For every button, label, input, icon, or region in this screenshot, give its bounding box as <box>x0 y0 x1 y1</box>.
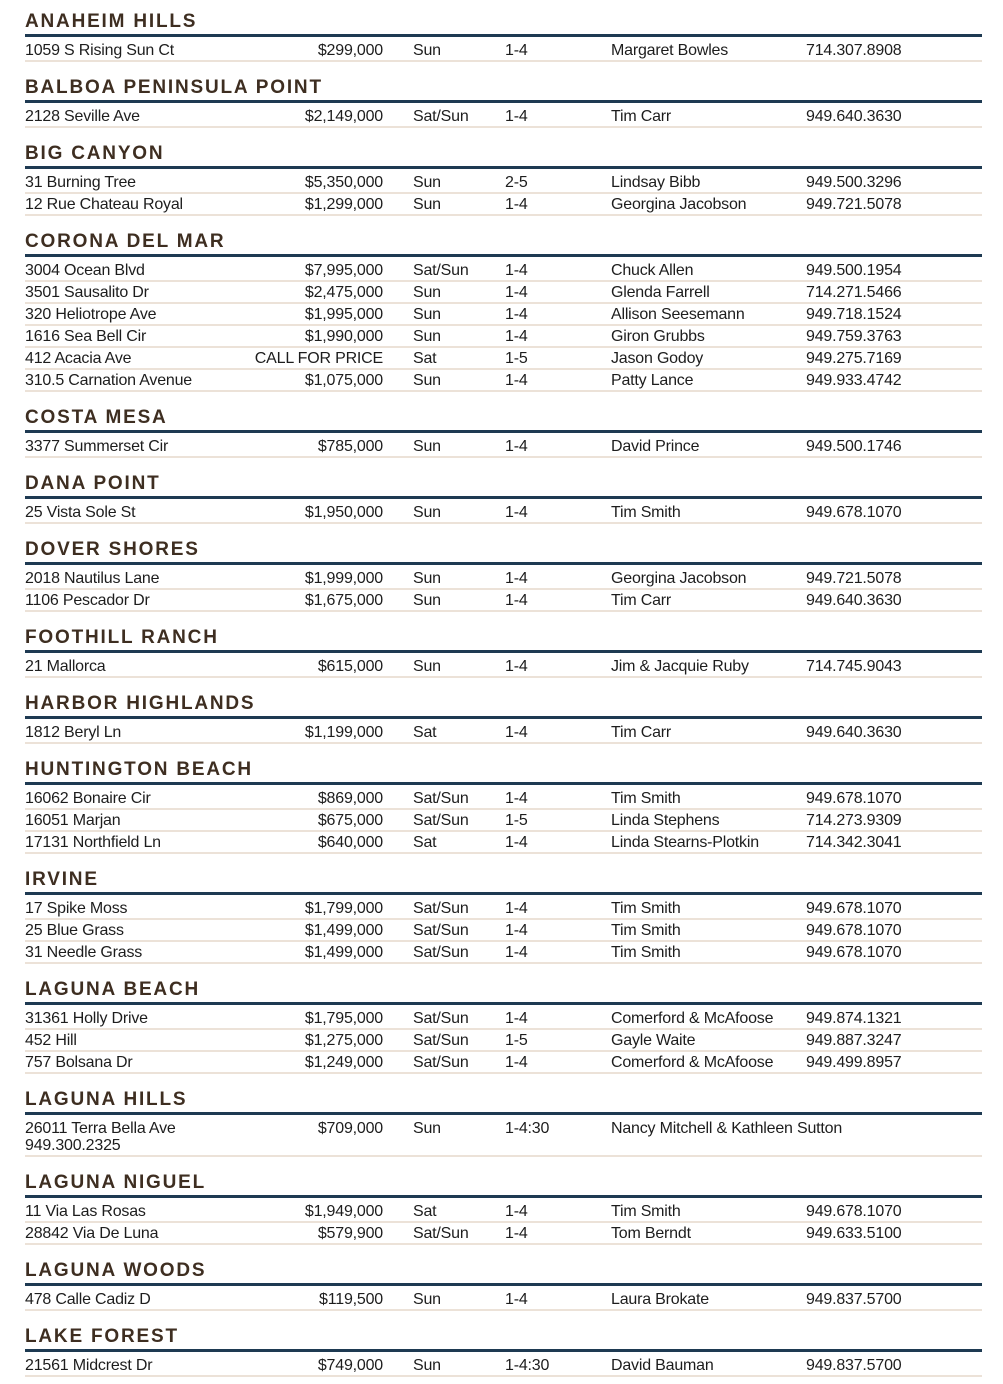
listing-address-text: 17131 Northfield Ln <box>25 834 161 851</box>
listing-address <box>25 900 225 917</box>
listing-row <box>25 656 982 678</box>
neighborhood-header: FOOTHILL RANCH <box>25 628 982 653</box>
listing-rows <box>25 1289 982 1311</box>
listing-price: $1,795,000 <box>304 1010 383 1027</box>
section-laguna-beach <box>25 980 982 1074</box>
listing-price: $1,499,000 <box>304 922 383 939</box>
neighborhood-header: HARBOR HIGHLANDS <box>25 694 982 719</box>
listing-day: Sun <box>413 1357 441 1374</box>
listing-day: Sun <box>413 438 441 455</box>
listing-phone: 714.745.9043 <box>806 658 902 675</box>
listing-price: $1,675,000 <box>304 592 383 609</box>
neighborhood-header: LAGUNA BEACH <box>25 980 982 1005</box>
listing-address-text: 1059 S Rising Sun Ct <box>25 42 174 59</box>
listing-address-text: 1106 Pescador Dr <box>25 592 150 609</box>
listing-agent: Comerford & McAfoose <box>611 1054 774 1071</box>
listing-address-text: 412 Acacia Ave <box>25 350 132 367</box>
listing-address <box>25 724 225 741</box>
listing-address-text: 320 Heliotrope Ave <box>25 306 157 323</box>
neighborhood-header: ANAHEIM HILLS <box>25 12 982 37</box>
listing-row <box>25 106 982 128</box>
listing-agent: Tom Berndt <box>611 1225 691 1242</box>
listing-time: 1-4 <box>505 1225 528 1242</box>
listing-row <box>25 326 982 348</box>
listing-phone: 714.307.8908 <box>806 42 902 59</box>
listing-time: 1-4 <box>505 900 528 917</box>
listing-address <box>25 922 225 939</box>
listing-day: Sat/Sun <box>413 262 469 279</box>
listing-time: 1-4 <box>505 284 528 301</box>
listing-price: $1,299,000 <box>304 196 383 213</box>
neighborhood-header: HUNTINGTON BEACH <box>25 760 982 785</box>
listing-row <box>25 810 982 832</box>
listing-price: $1,075,000 <box>304 372 383 389</box>
listing-agent: Linda Stephens <box>611 812 720 829</box>
listing-address <box>25 592 225 609</box>
listing-row <box>25 568 982 590</box>
neighborhood-header: LAGUNA NIGUEL <box>25 1173 982 1198</box>
listing-price: $675,000 <box>317 812 383 829</box>
listing-time: 1-4 <box>505 1054 528 1071</box>
listing-row <box>25 832 982 854</box>
listing-phone: 949.721.5078 <box>806 570 902 587</box>
listing-time: 1-4 <box>505 922 528 939</box>
neighborhood-header: COSTA MESA <box>25 408 982 433</box>
listing-phone: 949.640.3630 <box>806 108 902 125</box>
section-balboa-peninsula-point <box>25 78 982 128</box>
listing-phone: 949.721.5078 <box>806 196 902 213</box>
section-foothill-ranch <box>25 628 982 678</box>
listing-time: 1-4 <box>505 438 528 455</box>
listing-agent: Linda Stearns-Plotkin <box>611 834 759 851</box>
listing-day: Sat/Sun <box>413 790 469 807</box>
listing-agent: Tim Carr <box>611 592 672 609</box>
listing-agent: Tim Smith <box>611 504 681 521</box>
listing-day: Sun <box>413 42 441 59</box>
listing-address-text: 11 Via Las Rosas <box>25 1203 146 1220</box>
listing-agent: Laura Brokate <box>611 1291 709 1308</box>
listing-phone: 949.633.5100 <box>806 1225 902 1242</box>
listing-address <box>25 328 225 345</box>
listing-price: $1,950,000 <box>304 504 383 521</box>
listing-time: 1-4 <box>505 1291 528 1308</box>
section-irvine <box>25 870 982 964</box>
listing-address-text: 28842 Via De Luna <box>25 1225 159 1242</box>
neighborhood-header: CORONA DEL MAR <box>25 232 982 257</box>
listing-day: Sun <box>413 174 441 191</box>
listing-time: 1-4 <box>505 570 528 587</box>
listing-agent: Patty Lance <box>611 372 694 389</box>
listing-phone: 949.640.3630 <box>806 592 902 609</box>
listing-price: $119,500 <box>319 1291 383 1308</box>
listing-phone: 949.678.1070 <box>806 1203 902 1220</box>
listing-address <box>25 1225 225 1242</box>
listing-phone: 949.759.3763 <box>806 328 902 345</box>
listing-time: 1-4 <box>505 196 528 213</box>
listing-price: $579,900 <box>317 1225 383 1242</box>
listing-phone: 949.718.1524 <box>806 306 902 323</box>
listing-day: Sat <box>413 724 437 741</box>
listing-phone: 949.933.4742 <box>806 372 902 389</box>
listing-day: Sat/Sun <box>413 1010 469 1027</box>
listing-rows <box>25 260 982 392</box>
listing-row <box>25 920 982 942</box>
listing-day: Sun <box>413 306 441 323</box>
listing-row <box>25 1118 982 1157</box>
section-big-canyon <box>25 144 982 216</box>
listing-time: 1-4 <box>505 1010 528 1027</box>
listing-agent: Jim & Jacquie Ruby <box>611 658 749 675</box>
listing-address-text: 2018 Nautilus Lane <box>25 570 160 587</box>
listing-day: Sun <box>413 570 441 587</box>
listing-phone: 714.271.5466 <box>806 284 902 301</box>
listing-address <box>25 372 225 389</box>
listing-day: Sat/Sun <box>413 900 469 917</box>
listing-phone: 949.837.5700 <box>806 1291 902 1308</box>
listing-time: 1-4 <box>505 592 528 609</box>
listing-day: Sun <box>413 372 441 389</box>
listing-rows <box>25 172 982 216</box>
listing-agent: Tim Smith <box>611 900 681 917</box>
listing-day: Sun <box>413 196 441 213</box>
listing-phone: 949.678.1070 <box>806 790 902 807</box>
listing-address-text: 2128 Seville Ave <box>25 108 140 125</box>
listing-address-text: 31 Burning Tree <box>25 174 136 191</box>
listing-phone: 949.678.1070 <box>806 504 902 521</box>
listing-address-text: 3004 Ocean Blvd <box>25 262 145 279</box>
listing-address <box>25 834 225 851</box>
listing-price: $1,199,000 <box>304 724 383 741</box>
listing-agent: Georgina Jacobson <box>611 570 747 587</box>
listing-agent: David Prince <box>611 438 700 455</box>
listing-rows <box>25 1355 982 1377</box>
neighborhood-header: LAGUNA WOODS <box>25 1261 982 1286</box>
listing-time: 1-4:30 <box>505 1357 550 1374</box>
listing-phone: 949.640.3630 <box>806 724 902 741</box>
listing-address-text: 757 Bolsana Dr <box>25 1054 133 1071</box>
listing-day: Sat <box>413 350 437 367</box>
section-huntington-beach <box>25 760 982 854</box>
listing-rows <box>25 436 982 458</box>
listing-agent: Gayle Waite <box>611 1032 696 1049</box>
listing-phone: 949.275.7169 <box>806 350 902 367</box>
listing-agent: Glenda Farrell <box>611 284 710 301</box>
listing-address <box>25 658 225 675</box>
listing-address <box>25 1032 225 1049</box>
listing-time: 1-4:30 <box>505 1120 550 1137</box>
listing-row <box>25 722 982 744</box>
listing-rows <box>25 1201 982 1245</box>
listing-price: $640,000 <box>317 834 383 851</box>
listing-row <box>25 260 982 282</box>
listing-agent: Nancy Mitchell & Kathleen Sutton <box>611 1120 843 1137</box>
listing-time: 1-4 <box>505 262 528 279</box>
listing-time: 1-4 <box>505 504 528 521</box>
listing-time: 1-4 <box>505 372 528 389</box>
listing-day: Sun <box>413 284 441 301</box>
listing-time: 1-4 <box>505 790 528 807</box>
listing-rows <box>25 106 982 128</box>
listing-price: $1,999,000 <box>304 570 383 587</box>
listing-agent: Georgina Jacobson <box>611 196 747 213</box>
listing-address <box>25 1203 225 1220</box>
listing-price: $869,000 <box>317 790 383 807</box>
listing-address-text: 1616 Sea Bell Cir <box>25 328 147 345</box>
neighborhood-header: DANA POINT <box>25 474 982 499</box>
listing-agent: Giron Grubbs <box>611 328 705 345</box>
listing-address-text: 1812 Beryl Ln <box>25 724 122 741</box>
listing-address-text: 12 Rue Chateau Royal <box>25 196 183 213</box>
listing-time: 1-4 <box>505 658 528 675</box>
listing-row <box>25 1223 982 1245</box>
listing-price: $2,475,000 <box>304 284 383 301</box>
neighborhood-header: DOVER SHORES <box>25 540 982 565</box>
listing-address-text: 31361 Holly Drive <box>25 1010 148 1027</box>
listing-rows <box>25 1008 982 1074</box>
listing-row <box>25 1289 982 1311</box>
listing-price: $299,000 <box>317 42 383 59</box>
listing-address <box>25 42 225 59</box>
neighborhood-header: BIG CANYON <box>25 144 982 169</box>
listing-row <box>25 348 982 370</box>
section-anaheim-hills <box>25 12 982 62</box>
listing-day: Sat/Sun <box>413 1032 469 1049</box>
listing-row <box>25 194 982 216</box>
listing-time: 1-4 <box>505 834 528 851</box>
listing-agent: Tim Smith <box>611 922 681 939</box>
listing-agent: Allison Seesemann <box>611 306 745 323</box>
section-dana-point <box>25 474 982 524</box>
section-corona-del-mar <box>25 232 982 392</box>
listing-day: Sun <box>413 1291 441 1308</box>
listing-price: $709,000 <box>317 1120 383 1137</box>
listing-row <box>25 40 982 62</box>
listing-address <box>25 306 225 323</box>
listing-row <box>25 304 982 326</box>
listing-phone-wrapped: 949.300.2325 <box>25 1137 121 1154</box>
listing-address-text: 21561 Midcrest Dr <box>25 1357 153 1374</box>
listing-phone: 949.500.1746 <box>806 438 902 455</box>
listing-price: $1,990,000 <box>304 328 383 345</box>
section-costa-mesa <box>25 408 982 458</box>
listing-address <box>25 284 225 301</box>
listing-row <box>25 436 982 458</box>
listing-agent: Margaret Bowles <box>611 42 729 59</box>
listing-row <box>25 502 982 524</box>
listing-day: Sat <box>413 834 437 851</box>
listing-address <box>25 570 225 587</box>
listing-agent: Tim Smith <box>611 790 681 807</box>
listing-day: Sun <box>413 592 441 609</box>
listing-time: 2-5 <box>505 174 528 191</box>
section-lake-forest <box>25 1327 982 1377</box>
listing-day: Sat/Sun <box>413 812 469 829</box>
listing-day: Sat <box>413 1203 437 1220</box>
listing-row <box>25 1355 982 1377</box>
listing-address <box>25 174 225 191</box>
listing-address <box>25 438 225 455</box>
listing-address-text: 25 Blue Grass <box>25 922 124 939</box>
listing-row <box>25 1201 982 1223</box>
listing-day: Sat/Sun <box>413 922 469 939</box>
listing-phone: 949.499.8957 <box>806 1054 902 1071</box>
listing-address <box>25 108 225 125</box>
listing-phone: 949.678.1070 <box>806 944 902 961</box>
listing-address <box>25 1357 225 1374</box>
listing-address <box>25 1291 225 1308</box>
listing-time: 1-5 <box>505 1032 528 1049</box>
listing-agent: David Bauman <box>611 1357 714 1374</box>
listing-time: 1-4 <box>505 944 528 961</box>
neighborhood-header: LAGUNA HILLS <box>25 1090 982 1115</box>
listing-rows <box>25 898 982 964</box>
listing-address-text: 26011 Terra Bella Ave <box>25 1120 176 1137</box>
listing-address <box>25 790 225 807</box>
listing-phone: 949.678.1070 <box>806 922 902 939</box>
listing-day: Sun <box>413 328 441 345</box>
listing-address <box>25 350 225 367</box>
listing-phone: 949.500.3296 <box>806 174 902 191</box>
listing-day: Sun <box>413 658 441 675</box>
listing-price: $1,995,000 <box>304 306 383 323</box>
listing-price: $7,995,000 <box>304 262 383 279</box>
listing-price: $785,000 <box>317 438 383 455</box>
listing-phone: 949.874.1321 <box>806 1010 902 1027</box>
listing-agent: Tim Carr <box>611 108 672 125</box>
listing-address-text: 31 Needle Grass <box>25 944 143 961</box>
listing-price: $1,949,000 <box>304 1203 383 1220</box>
listing-time: 1-4 <box>505 1203 528 1220</box>
listing-address <box>25 1054 225 1071</box>
listing-price: $5,350,000 <box>304 174 383 191</box>
section-laguna-niguel <box>25 1173 982 1245</box>
listing-price: CALL FOR PRICE <box>254 350 383 367</box>
listing-address <box>25 944 225 961</box>
listing-agent: Comerford & McAfoose <box>611 1010 774 1027</box>
listing-address-text: 478 Calle Cadiz D <box>25 1291 151 1308</box>
listing-phone: 714.342.3041 <box>806 834 902 851</box>
listing-price: $1,499,000 <box>304 944 383 961</box>
listing-day: Sat/Sun <box>413 944 469 961</box>
listing-agent: Tim Carr <box>611 724 672 741</box>
section-laguna-woods <box>25 1261 982 1311</box>
listing-phone: 949.500.1954 <box>806 262 902 279</box>
listing-time: 1-4 <box>505 724 528 741</box>
listing-day: Sat/Sun <box>413 108 469 125</box>
listing-time: 1-4 <box>505 108 528 125</box>
section-harbor-highlands <box>25 694 982 744</box>
listing-phone: 949.887.3247 <box>806 1032 902 1049</box>
listing-price: $1,275,000 <box>304 1032 383 1049</box>
listing-address-text: 16062 Bonaire Cir <box>25 790 151 807</box>
listing-agent: Tim Smith <box>611 1203 681 1220</box>
listing-address-text: 310.5 Carnation Avenue <box>25 372 192 389</box>
listing-row <box>25 1030 982 1052</box>
listing-day: Sun <box>413 504 441 521</box>
listing-time: 1-5 <box>505 812 528 829</box>
neighborhood-header: IRVINE <box>25 870 982 895</box>
listing-agent: Jason Godoy <box>611 350 704 367</box>
listing-agent: Tim Smith <box>611 944 681 961</box>
listing-phone: 714.273.9309 <box>806 812 902 829</box>
listing-address-text: 3377 Summerset Cir <box>25 438 169 455</box>
listing-rows <box>25 656 982 678</box>
listing-rows <box>25 40 982 62</box>
listing-row <box>25 282 982 304</box>
listing-address <box>25 1010 225 1027</box>
listing-address <box>25 1120 225 1154</box>
listing-row <box>25 1008 982 1030</box>
listing-day: Sun <box>413 1120 441 1137</box>
listing-row <box>25 590 982 612</box>
listing-address-text: 21 Mallorca <box>25 658 106 675</box>
listing-agent: Chuck Allen <box>611 262 694 279</box>
listing-address-text: 452 Hill <box>25 1032 77 1049</box>
section-laguna-hills <box>25 1090 982 1157</box>
listing-phone: 949.678.1070 <box>806 900 902 917</box>
section-dover-shores <box>25 540 982 612</box>
listing-price: $2,149,000 <box>304 108 383 125</box>
listing-row <box>25 370 982 392</box>
listing-address <box>25 262 225 279</box>
neighborhood-header: LAKE FOREST <box>25 1327 982 1352</box>
listing-time: 1-4 <box>505 42 528 59</box>
listing-agent: Lindsay Bibb <box>611 174 701 191</box>
listing-address-text: 25 Vista Sole St <box>25 504 136 521</box>
listing-time: 1-4 <box>505 306 528 323</box>
listing-address <box>25 504 225 521</box>
listing-row <box>25 788 982 810</box>
listing-address-text: 3501 Sausalito Dr <box>25 284 149 301</box>
listing-price: $1,799,000 <box>304 900 383 917</box>
listing-time: 1-5 <box>505 350 528 367</box>
listing-price: $749,000 <box>317 1357 383 1374</box>
listing-price: $1,249,000 <box>304 1054 383 1071</box>
neighborhood-header: BALBOA PENINSULA POINT <box>25 78 982 103</box>
listing-rows <box>25 788 982 854</box>
listing-row <box>25 898 982 920</box>
listing-row <box>25 172 982 194</box>
listing-address-text: 17 Spike Moss <box>25 900 128 917</box>
listing-address-text: 16051 Marjan <box>25 812 121 829</box>
listing-address <box>25 196 225 213</box>
listing-day: Sat/Sun <box>413 1225 469 1242</box>
listing-rows <box>25 1118 982 1157</box>
listing-rows <box>25 502 982 524</box>
listing-day: Sat/Sun <box>413 1054 469 1071</box>
listing-address <box>25 812 225 829</box>
listing-rows <box>25 568 982 612</box>
listing-price: $615,000 <box>317 658 383 675</box>
listing-rows <box>25 722 982 744</box>
listing-row <box>25 1052 982 1074</box>
listing-time: 1-4 <box>505 328 528 345</box>
listing-phone: 949.837.5700 <box>806 1357 902 1374</box>
listing-row <box>25 942 982 964</box>
